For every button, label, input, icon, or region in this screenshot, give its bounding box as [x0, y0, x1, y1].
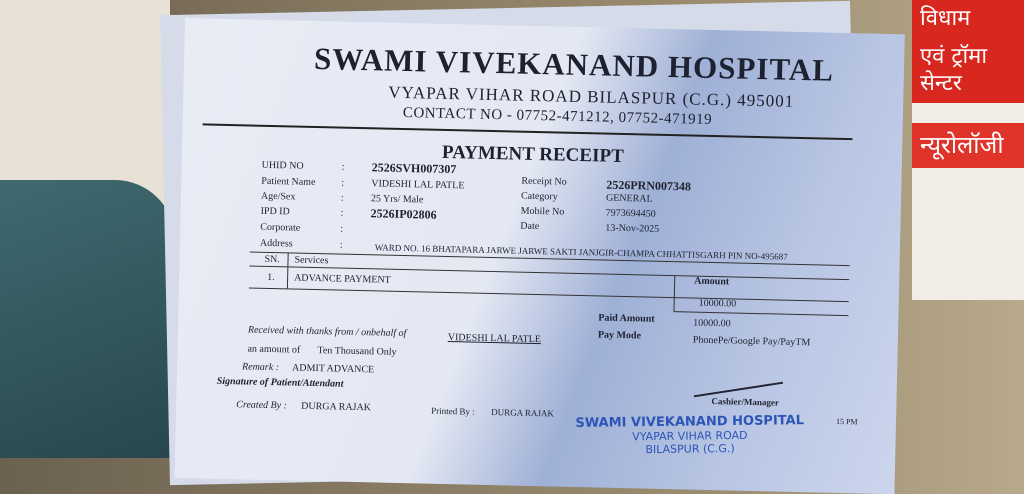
uhid-value: 2526SVH007307: [371, 160, 457, 177]
date-label: Date: [520, 220, 540, 233]
receipt-no-label: Receipt No: [521, 175, 567, 188]
received-label: Received with thanks from / onbehalf of: [247, 324, 407, 340]
pay-mode-label: Pay Mode: [597, 329, 642, 342]
category-value: GENERAL: [605, 192, 653, 205]
colon: :: [341, 161, 345, 173]
row-service: ADVANCE PAYMENT: [294, 272, 391, 286]
received-value: VIDESHI LAL PATLE: [447, 332, 542, 346]
created-by-value: DURGA RAJAK: [301, 400, 372, 414]
print-time: 15 PM: [835, 416, 858, 427]
mobile-label: Mobile No: [520, 205, 565, 218]
stamp-line: VYAPAR VIHAR ROAD: [632, 428, 748, 444]
mobile-value: 7973694450: [605, 207, 656, 220]
printed-by-value: DURGA RAJAK: [491, 407, 555, 419]
age-sex-label: Age/Sex: [260, 190, 296, 203]
cashier-signature: [691, 362, 783, 397]
table-divider: [249, 288, 849, 303]
stamp-line: BILASPUR (C.G.): [645, 442, 735, 457]
patient-signature-label: Signature of Patient/Attendant: [216, 375, 344, 390]
remark-label: Remark :: [241, 361, 280, 374]
sn-header: SN.: [264, 253, 280, 266]
colon: :: [340, 207, 344, 219]
receipt-no-value: 2526PRN007348: [606, 177, 692, 194]
colon: :: [340, 223, 344, 235]
receipt-title: PAYMENT RECEIPT: [441, 141, 624, 167]
payment-receipt: [175, 18, 905, 494]
ipd-id-label: IPD ID: [260, 205, 290, 218]
hospital-contact: CONTACT NO - 07752-471212, 07752-471919: [402, 104, 713, 128]
background-sign: [912, 0, 1024, 300]
table-divider: [287, 252, 289, 288]
colon: :: [339, 239, 343, 251]
printed-by-label: Printed By :: [431, 405, 475, 417]
age-sex-value: 25 Yrs/ Male: [370, 193, 424, 206]
table-divider: [673, 275, 675, 311]
remark-value: ADMIT ADVANCE: [291, 362, 375, 376]
row-sn: 1.: [267, 271, 275, 284]
divider: [203, 123, 853, 140]
pay-mode-value: PhonePe/Google Pay/PayTM: [692, 334, 811, 349]
row-amount: 10000.00: [698, 297, 737, 310]
date-value: 13-Nov-2025: [605, 222, 660, 235]
colon: :: [340, 192, 344, 204]
amount-words-label: an amount of: [247, 343, 301, 356]
cashier-label: Cashier/Manager: [711, 396, 780, 408]
colon: :: [341, 177, 345, 189]
paid-amount-label: Paid Amount: [598, 312, 655, 325]
sign-line: न्यूरोलॉजी: [912, 123, 1024, 168]
ipd-id-value: 2526IP02806: [370, 206, 437, 222]
sign-line: एवं ट्रॉमा सेन्टर: [912, 38, 1024, 103]
sleeve-background: [0, 180, 175, 458]
patient-name-value: VIDESHI LAL PATLE: [371, 178, 465, 192]
category-label: Category: [520, 190, 558, 203]
hospital-stamp: [575, 413, 804, 457]
created-by-label: Created By :: [236, 399, 288, 412]
corporate-label: Corporate: [260, 221, 301, 234]
hospital-address: VYAPAR VIHAR ROAD BILASPUR (C.G.) 495001: [388, 82, 795, 111]
stamp-line: SWAMI VIVEKANAND HOSPITAL: [575, 413, 805, 431]
patient-name-label: Patient Name: [261, 175, 316, 189]
address-label: Address: [259, 237, 293, 250]
hospital-name: SWAMI VIVEKANAND HOSPITAL: [313, 40, 835, 88]
amount-header: Amount: [694, 275, 730, 288]
services-header: Services: [294, 254, 329, 267]
paid-amount-value: 10000.00: [693, 317, 731, 330]
amount-words-value: Ten Thousand Only: [317, 345, 397, 358]
address-value: WARD NO. 16 BHATAPARA JARWE JARWE SAKTI JANJGIR-CHAMPA CHHATTISGARH PIN NO-495687: [374, 242, 788, 262]
uhid-label: UHID NO: [261, 159, 304, 172]
table-divider: [673, 311, 848, 316]
sign-line: विधाम: [912, 0, 1024, 38]
